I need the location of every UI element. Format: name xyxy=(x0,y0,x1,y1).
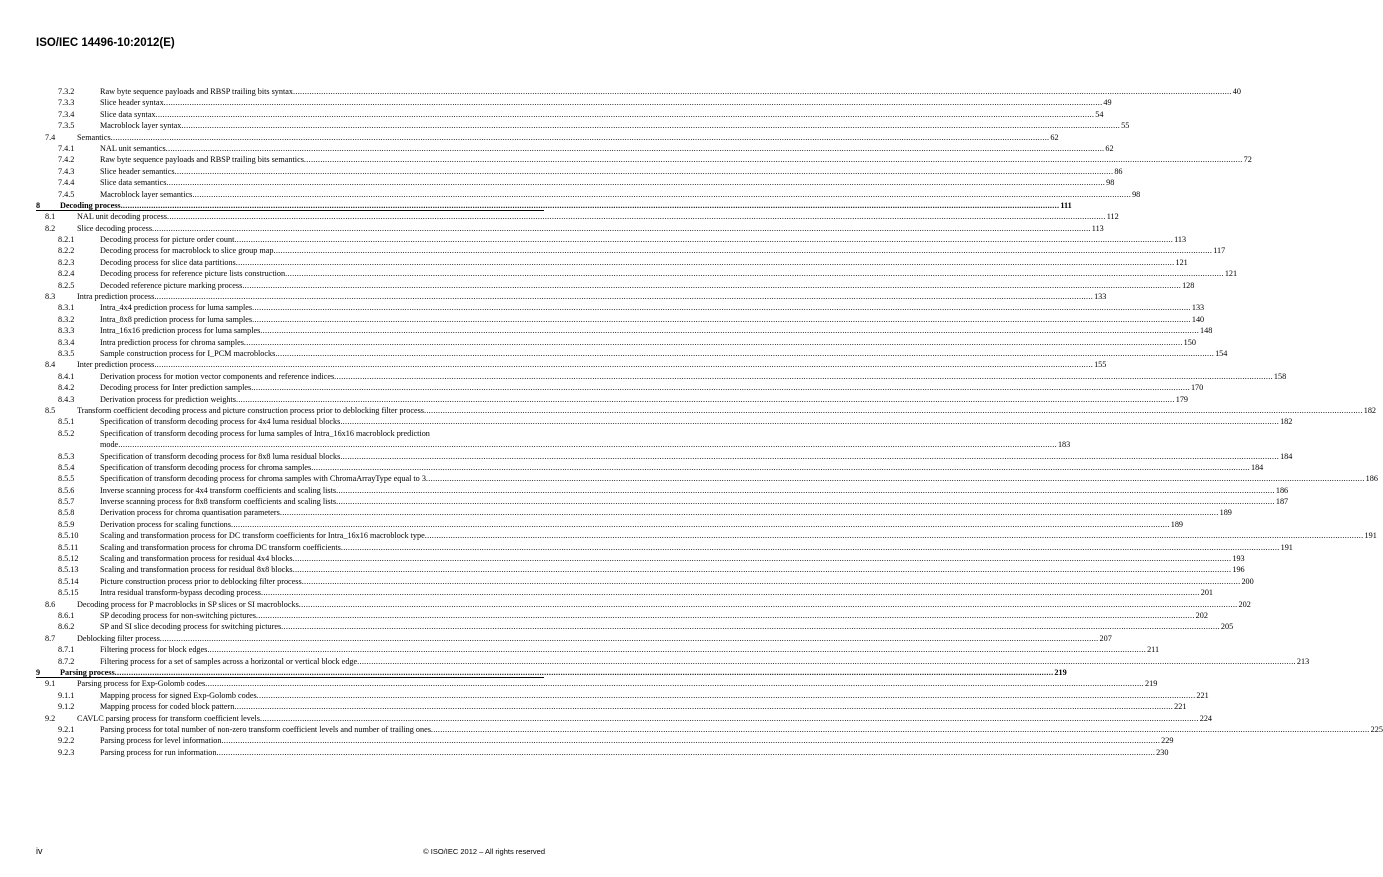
toc-entry-title: Parsing process for level information xyxy=(100,736,222,746)
dot-leader: ................................................................................................................................................................................................................................................................................................................................................................................................................ xyxy=(192,189,1132,199)
toc-entry[interactable] xyxy=(36,109,1104,120)
toc-entry-page: 186 xyxy=(1365,474,1378,484)
toc-entry-title: SP decoding process for non-switching pictures xyxy=(100,610,256,620)
toc-entry-page: 193 xyxy=(1232,554,1245,564)
toc-chapter-entry[interactable] xyxy=(36,667,1067,678)
dot-leader: ................................................................................................................................................................................................................................................................................................................................................................................................................ xyxy=(275,348,1215,358)
dot-leader: ................................................................................................................................................................................................................................................................................................................................................................................................................ xyxy=(234,235,1174,245)
toc-entry-page: 148 xyxy=(1200,326,1213,336)
toc-entry-page: 158 xyxy=(1273,371,1287,381)
toc-entry[interactable] xyxy=(36,621,1234,632)
toc-entry-title: Intra residual transform-bypass decoding process xyxy=(100,588,261,598)
toc-entry-number: 8.5.7 xyxy=(58,497,75,507)
toc-entry-number: 7.3.4 xyxy=(58,109,75,119)
toc-entry-title: Macroblock layer syntax xyxy=(100,121,182,131)
toc-entry[interactable] xyxy=(36,223,1104,234)
dot-leader: ................................................................................................................................................................................................................................................................................................................................................................................................................ xyxy=(292,554,1232,564)
dot-leader: ................................................................................................................................................................................................................................................................................................................................................................................................................ xyxy=(336,497,1275,507)
dot-leader: ................................................................................................................................................................................................................................................................................................................................................................................................................ xyxy=(235,394,1175,404)
toc-entry-number: 8.3.1 xyxy=(58,303,75,313)
toc-entry-title: Decoding process for macroblock to slice group map xyxy=(100,246,274,256)
dot-leader: ................................................................................................................................................................................................................................................................................................................................................................................................................ xyxy=(243,337,1183,347)
toc-entry-title: Transform coefficient decoding process and picture construction process prior to deblocking filter process xyxy=(77,405,424,415)
toc-entry-title: Raw byte sequence payloads and RBSP trailing bits semantics xyxy=(100,155,304,165)
toc-entry-title: Decoding process for slice data partitions xyxy=(100,257,236,267)
toc-entry[interactable] xyxy=(36,268,1238,279)
dot-leader: ................................................................................................................................................................................................................................................................................................................................................................................................................ xyxy=(303,155,1243,165)
toc-entry-page: 189 xyxy=(1170,519,1183,529)
toc-entry-title: Slice data semantics xyxy=(100,178,167,188)
toc-entry-page: 113 xyxy=(1091,223,1104,233)
toc-entry-number: 8.6.2 xyxy=(58,622,75,632)
toc-entry-page: 113 xyxy=(1174,235,1187,245)
dot-leader: ................................................................................................................................................................................................................................................................................................................................................................................................................ xyxy=(252,314,1191,324)
toc-entry-title: Slice header syntax xyxy=(100,98,164,108)
toc-entry[interactable] xyxy=(36,633,1112,644)
toc-entry-number: 8.5.6 xyxy=(58,485,75,495)
toc-entry-title-continued: mode xyxy=(100,440,119,450)
toc-entry-title: Slice header semantics xyxy=(100,166,175,176)
dot-leader: ................................................................................................................................................................................................................................................................................................................................................................................................................ xyxy=(166,212,1106,222)
toc-entry-title: Slice decoding process xyxy=(77,223,153,233)
toc-entry-number: 8.5.15 xyxy=(58,588,79,598)
toc-entry[interactable] xyxy=(36,713,1212,724)
toc-entry-page: 62 xyxy=(1050,132,1059,142)
toc-entry[interactable] xyxy=(36,610,1208,621)
toc-entry-number: 8.7 xyxy=(45,633,56,643)
toc-entry-page: 121 xyxy=(1175,257,1188,267)
toc-entry-page: 111 xyxy=(1060,200,1072,210)
toc-entry-number: 9.2 xyxy=(45,713,56,723)
toc-entry[interactable] xyxy=(36,325,1213,336)
toc-entry-number: 7.4.1 xyxy=(58,143,75,153)
dot-leader: ................................................................................................................................................................................................................................................................................................................................................................................................................ xyxy=(298,599,1238,609)
toc-entry[interactable] xyxy=(36,678,1158,689)
toc-entry[interactable] xyxy=(36,382,1204,393)
toc-entry-page: 183 xyxy=(1057,440,1071,450)
toc-entry-title: Sample construction process for I_PCM macroblocks xyxy=(100,348,276,358)
dot-leader: ................................................................................................................................................................................................................................................................................................................................................................................................................ xyxy=(281,622,1220,632)
toc-entry-number: 8.5.8 xyxy=(58,508,75,518)
toc-entry-number: 9.1.2 xyxy=(58,702,75,712)
toc-entry-page: 224 xyxy=(1199,713,1212,723)
toc-entry-number: 8.2.3 xyxy=(58,257,75,267)
toc-entry[interactable] xyxy=(36,211,1119,222)
toc-entry-number: 9.2.2 xyxy=(58,736,75,746)
page-number: iv xyxy=(36,846,43,856)
toc-entry-page: 98 xyxy=(1132,189,1141,199)
toc-entry-title: Inverse scanning process for 4x4 transform coefficients and scaling lists xyxy=(100,485,337,495)
toc-entry[interactable] xyxy=(36,314,1205,325)
toc-entry-title: Intra_4x4 prediction process for luma samples xyxy=(100,303,253,313)
toc-entry-page: 219 xyxy=(1145,679,1158,689)
dot-leader: ................................................................................................................................................................................................................................................................................................................................................................................................................ xyxy=(216,747,1156,757)
toc-entry[interactable] xyxy=(36,143,1114,154)
toc-entry-page: 205 xyxy=(1220,622,1234,632)
toc-entry-title: Specification of transform decoding process for 4x4 luma residual blocks xyxy=(100,417,341,427)
toc-entry-number: 8.3.2 xyxy=(58,314,75,324)
dot-leader: ................................................................................................................................................................................................................................................................................................................................................................................................................ xyxy=(424,531,1364,541)
toc-entry[interactable] xyxy=(36,177,1115,188)
toc-entry[interactable] xyxy=(36,348,1228,359)
toc-entry-title: Mapping process for signed Exp-Golomb codes xyxy=(100,690,257,700)
toc-entry-number: 8.3.4 xyxy=(58,337,75,347)
dot-leader: ................................................................................................................................................................................................................................................................................................................................................................................................................ xyxy=(234,702,1174,712)
toc-entry-page: 150 xyxy=(1183,337,1196,347)
toc-entry-page: 202 xyxy=(1195,610,1208,620)
toc-entry-number: 7.4 xyxy=(45,132,56,142)
toc-entry-title: Derivation process for scaling functions xyxy=(100,519,231,529)
dot-leader: ................................................................................................................................................................................................................................................................................................................................................................................................................ xyxy=(259,713,1199,723)
dot-leader: ................................................................................................................................................................................................................................................................................................................................................................................................................ xyxy=(293,87,1232,96)
toc-entry-title: Specification of transform decoding process for luma samples of Intra_16x16 macroblock prediction xyxy=(100,428,430,438)
toc-entry-page: 191 xyxy=(1280,542,1293,552)
toc-entry-title: Macroblock layer semantics xyxy=(100,189,193,199)
toc-entry[interactable] xyxy=(36,576,1254,587)
dot-leader: ................................................................................................................................................................................................................................................................................................................................................................................................................ xyxy=(120,200,1060,210)
toc-entry-number: 7.4.2 xyxy=(58,155,75,165)
toc-entry-title: Deblocking filter process xyxy=(77,633,160,643)
toc-entry-title: Scaling and transformation process for DC transform coefficients for Intra_16x16 macroblock type xyxy=(100,531,425,541)
toc-entry-number: 7.4.4 xyxy=(58,178,75,188)
toc-entry-number: 8.7.1 xyxy=(58,645,75,655)
toc-entry-title: Scaling and transformation process for residual 4x4 blocks xyxy=(100,554,293,564)
toc-entry[interactable] xyxy=(36,530,1377,541)
dot-leader: ................................................................................................................................................................................................................................................................................................................................................................................................................ xyxy=(118,440,1057,450)
toc-entry[interactable] xyxy=(36,97,1112,108)
toc-entry-number: 7.3.5 xyxy=(58,121,75,131)
toc-entry-number: 8 xyxy=(36,200,41,210)
toc-entry[interactable] xyxy=(36,644,1160,655)
toc-chapter-entry[interactable] xyxy=(36,200,1072,211)
toc-entry-title: Filtering process for a set of samples across a horizontal or vertical block edge xyxy=(100,656,358,666)
toc-entry-page: 230 xyxy=(1156,747,1169,757)
toc-entry[interactable] xyxy=(36,405,1376,416)
toc-entry-number: 9.1.1 xyxy=(58,690,75,700)
toc-entry-number: 8.5.3 xyxy=(58,451,75,461)
toc-entry-title: Inter prediction process xyxy=(77,360,155,370)
toc-entry-number: 8.2.4 xyxy=(58,269,75,279)
toc-entry-title: Picture construction process prior to deblocking filter process xyxy=(100,576,302,586)
toc-entry[interactable] xyxy=(36,496,1289,507)
dot-leader: ................................................................................................................................................................................................................................................................................................................................................................................................................ xyxy=(242,280,1182,290)
document-header: ISO/IEC 14496-10:2012(E) xyxy=(36,37,175,49)
toc-entry-page: 62 xyxy=(1105,143,1114,153)
toc-entry-page: 133 xyxy=(1191,303,1205,313)
toc-entry[interactable] xyxy=(36,189,1141,200)
toc-entry-number: 8.4.2 xyxy=(58,383,75,393)
toc-entry-number: 8.3 xyxy=(45,292,56,302)
toc-entry[interactable] xyxy=(36,234,1187,245)
toc-entry-page: 184 xyxy=(1280,451,1293,461)
toc-entry-title: Raw byte sequence payloads and RBSP trailing bits syntax xyxy=(100,87,293,96)
toc-entry[interactable] xyxy=(36,359,1107,370)
toc-entry[interactable] xyxy=(36,462,1264,473)
toc-entry-number: 9.2.1 xyxy=(58,724,75,734)
dot-leader: ................................................................................................................................................................................................................................................................................................................................................................................................................ xyxy=(252,303,1191,313)
toc-entry-number: 8.5.13 xyxy=(58,565,79,575)
toc-entry-number: 8.5.9 xyxy=(58,519,75,529)
toc-entry-page: 187 xyxy=(1275,497,1289,507)
toc-entry-page: 170 xyxy=(1190,383,1204,393)
toc-entry-title: Parsing process for run information xyxy=(100,747,217,757)
toc-entry-number: 8.6.1 xyxy=(58,610,75,620)
toc-entry-page: 191 xyxy=(1364,531,1377,541)
dot-leader: ................................................................................................................................................................................................................................................................................................................................................................................................................ xyxy=(114,667,1054,677)
toc-entry[interactable] xyxy=(36,132,1059,143)
dot-leader: ................................................................................................................................................................................................................................................................................................................................................................................................................ xyxy=(255,610,1195,620)
toc-entry-title: Intra prediction process for chroma samples xyxy=(100,337,244,347)
toc-entry[interactable] xyxy=(36,257,1188,268)
toc-entry[interactable] xyxy=(36,599,1251,610)
toc-entry-title: Parsing process for total number of non-zero transform coefficient levels and number of trailing ones xyxy=(100,724,431,734)
toc-entry-title: Intra_16x16 prediction process for luma samples xyxy=(100,326,261,336)
toc-entry[interactable] xyxy=(36,166,1123,177)
toc-entry-number: 8.3.5 xyxy=(58,348,75,358)
toc-entry-number: 9.1 xyxy=(45,679,56,689)
toc-entry-page: 54 xyxy=(1095,109,1104,119)
toc-entry-page: 200 xyxy=(1241,576,1254,586)
dot-leader: ................................................................................................................................................................................................................................................................................................................................................................................................................ xyxy=(260,326,1200,336)
toc-entry-number: 8.5.12 xyxy=(58,554,79,564)
dot-leader: ................................................................................................................................................................................................................................................................................................................................................................................................................ xyxy=(423,405,1363,415)
toc-entry-page: 182 xyxy=(1280,417,1293,427)
dot-leader: ................................................................................................................................................................................................................................................................................................................................................................................................................ xyxy=(311,462,1250,472)
dot-leader: ................................................................................................................................................................................................................................................................................................................................................................................................................ xyxy=(279,508,1219,518)
toc-entry-page: 98 xyxy=(1106,178,1115,188)
toc-entry-page: 55 xyxy=(1121,121,1130,131)
toc-entry-title: Parsing process for Exp-Golomb codes xyxy=(77,679,206,689)
toc-entry-page: 202 xyxy=(1238,599,1251,609)
toc-entry-page: 155 xyxy=(1094,360,1107,370)
toc-entry-number: 7.3.3 xyxy=(58,98,75,108)
toc-entry-page: 128 xyxy=(1182,280,1195,290)
toc-entry-page: 186 xyxy=(1275,485,1289,495)
toc-entry-page: 86 xyxy=(1114,166,1123,176)
toc-entry-page: 112 xyxy=(1106,212,1119,222)
toc-entry-number: 7.3.2 xyxy=(58,87,75,96)
dot-leader: ................................................................................................................................................................................................................................................................................................................................................................................................................ xyxy=(235,257,1175,267)
toc-entry-number: 8.2.5 xyxy=(58,280,75,290)
dot-leader: ................................................................................................................................................................................................................................................................................................................................................................................................................ xyxy=(260,588,1200,598)
dot-leader: ................................................................................................................................................................................................................................................................................................................................................................................................................ xyxy=(152,223,1091,233)
toc-entry[interactable] xyxy=(36,154,1252,165)
toc-entry[interactable] xyxy=(36,485,1289,496)
toc-entry-number: 8.4 xyxy=(45,360,56,370)
toc-entry-title: Mapping process for coded block pattern xyxy=(100,702,235,712)
toc-entry[interactable] xyxy=(36,564,1245,575)
dot-leader: ................................................................................................................................................................................................................................................................................................................................................................................................................ xyxy=(251,383,1190,393)
toc-entry-page: 40 xyxy=(1232,87,1241,96)
toc-entry-title: Decoding process for Inter prediction samples xyxy=(100,383,252,393)
toc-entry-title: Intra prediction process xyxy=(77,292,155,302)
toc-entry-title: Decoding process for P macroblocks in SP slices or SI macroblocks xyxy=(77,599,299,609)
toc-entry-number: 8.5.4 xyxy=(58,462,75,472)
toc-entry-number: 7.4.3 xyxy=(58,166,75,176)
toc-entry[interactable] xyxy=(36,542,1293,553)
dot-leader: ................................................................................................................................................................................................................................................................................................................................................................................................................ xyxy=(357,656,1296,666)
toc-entry-number: 8.4.3 xyxy=(58,394,75,404)
toc-entry-title: Decoding process for reference picture lists construction xyxy=(100,269,286,279)
toc-entry-number: 8.5 xyxy=(45,405,56,415)
toc-entry-page: 117 xyxy=(1213,246,1226,256)
dot-leader: ................................................................................................................................................................................................................................................................................................................................................................................................................ xyxy=(181,121,1121,131)
toc-entry-page: 133 xyxy=(1094,292,1107,302)
table-of-contents xyxy=(36,86,1383,758)
toc-entry-page: 207 xyxy=(1099,633,1112,643)
toc-entry[interactable] xyxy=(36,428,1071,451)
dot-leader: ................................................................................................................................................................................................................................................................................................................................................................................................................ xyxy=(340,417,1280,427)
toc-entry-page: 219 xyxy=(1054,667,1067,677)
toc-entry-page: 221 xyxy=(1196,690,1209,700)
toc-entry-number: 8.2.2 xyxy=(58,246,75,256)
toc-entry-page: 213 xyxy=(1296,656,1310,666)
toc-entry-title: NAL unit semantics xyxy=(100,143,166,153)
toc-entry-number: 8.3.3 xyxy=(58,326,75,336)
toc-entry-page: 72 xyxy=(1243,155,1252,165)
toc-entry-page: 229 xyxy=(1161,736,1174,746)
toc-entry-page: 225 xyxy=(1370,724,1383,734)
toc-entry-title: CAVLC parsing process for transform coefficient levels xyxy=(77,713,260,723)
toc-entry-title: Intra_8x8 prediction process for luma samples xyxy=(100,314,253,324)
toc-entry-page: 154 xyxy=(1215,348,1228,358)
toc-entry[interactable] xyxy=(36,553,1245,564)
toc-entry-number: 8.5.11 xyxy=(58,542,79,552)
toc-entry[interactable] xyxy=(36,302,1205,313)
toc-entry-title: Scaling and transformation process for chroma DC transform coefficients xyxy=(100,542,341,552)
toc-entry[interactable] xyxy=(36,747,1169,758)
dot-leader: ................................................................................................................................................................................................................................................................................................................................................................................................................ xyxy=(340,451,1280,461)
dot-leader: ................................................................................................................................................................................................................................................................................................................................................................................................................ xyxy=(166,178,1106,188)
toc-entry-number: 8.5.2 xyxy=(58,428,75,438)
toc-entry[interactable] xyxy=(36,519,1183,530)
dot-leader: ................................................................................................................................................................................................................................................................................................................................................................................................................ xyxy=(207,645,1147,655)
toc-entry-title: Semantics xyxy=(77,132,111,142)
toc-entry[interactable] xyxy=(36,724,1383,735)
dot-leader: ................................................................................................................................................................................................................................................................................................................................................................................................................ xyxy=(155,109,1095,119)
toc-entry-title: Parsing process xyxy=(60,667,115,677)
toc-entry-title: Specification of transform decoding process for chroma samples xyxy=(100,462,312,472)
toc-entry[interactable] xyxy=(36,120,1130,131)
toc-entry-number: 8.4.1 xyxy=(58,371,75,381)
toc-entry-number: 8.5.14 xyxy=(58,576,79,586)
toc-entry-number: 8.1 xyxy=(45,212,56,222)
toc-entry[interactable] xyxy=(36,291,1107,302)
toc-entry-page: 211 xyxy=(1147,645,1160,655)
toc-entry[interactable] xyxy=(36,86,1241,97)
toc-entry-title: Specification of transform decoding process for chroma samples with ChromaArrayType equal to 3 xyxy=(100,474,426,484)
dot-leader: ................................................................................................................................................................................................................................................................................................................................................................................................................ xyxy=(292,565,1232,575)
toc-entry-page: 189 xyxy=(1219,508,1232,518)
toc-entry-page: 201 xyxy=(1200,588,1214,598)
toc-entry-number: 8.5.5 xyxy=(58,474,75,484)
toc-entry-title: Specification of transform decoding process for 8x8 luma residual blocks xyxy=(100,451,341,461)
toc-entry[interactable] xyxy=(36,451,1293,462)
toc-entry-number: 8.7.2 xyxy=(58,656,75,666)
toc-entry-page: 121 xyxy=(1224,269,1238,279)
toc-entry-page: 196 xyxy=(1232,565,1245,575)
toc-entry-page: 49 xyxy=(1103,98,1112,108)
toc-entry-page: 140 xyxy=(1191,314,1205,324)
toc-entry-page: 179 xyxy=(1175,394,1188,404)
toc-entry-number: 8.6 xyxy=(45,599,56,609)
dot-leader: ................................................................................................................................................................................................................................................................................................................................................................................................................ xyxy=(230,519,1170,529)
toc-entry-title: Decoding process for picture order count xyxy=(100,235,235,245)
toc-entry-number: 8.5.10 xyxy=(58,531,79,541)
toc-entry[interactable] xyxy=(36,701,1187,712)
dot-leader: ................................................................................................................................................................................................................................................................................................................................................................................................................ xyxy=(425,474,1365,484)
toc-entry[interactable] xyxy=(36,371,1287,382)
toc-entry[interactable] xyxy=(36,245,1226,256)
toc-entry-title: Derivation process for motion vector components and reference indices xyxy=(100,371,335,381)
toc-entry-title: Inverse scanning process for 8x8 transform coefficients and scaling lists xyxy=(100,497,337,507)
dot-leader: ................................................................................................................................................................................................................................................................................................................................................................................................................ xyxy=(159,633,1099,643)
toc-entry-title: Derivation process for prediction weights xyxy=(100,394,236,404)
toc-entry-title: Decoding process xyxy=(60,200,121,210)
toc-entry[interactable] xyxy=(36,690,1209,701)
dot-leader: ................................................................................................................................................................................................................................................................................................................................................................................................................ xyxy=(301,576,1241,586)
dot-leader: ................................................................................................................................................................................................................................................................................................................................................................................................................ xyxy=(285,269,1224,279)
toc-entry-title: Filtering process for block edges xyxy=(100,645,208,655)
toc-entry[interactable] xyxy=(36,587,1214,598)
dot-leader: ................................................................................................................................................................................................................................................................................................................................................................................................................ xyxy=(154,360,1094,370)
toc-entry-number: 8.2.1 xyxy=(58,235,75,245)
toc-entry-title: Scaling and transformation process for residual 8x8 blocks xyxy=(100,565,293,575)
toc-entry-title: Derivation process for chroma quantisation parameters xyxy=(100,508,280,518)
dot-leader: ................................................................................................................................................................................................................................................................................................................................................................................................................ xyxy=(163,98,1103,108)
toc-entry-title: Decoded reference picture marking process xyxy=(100,280,243,290)
dot-leader: ................................................................................................................................................................................................................................................................................................................................................................................................................ xyxy=(273,246,1213,256)
toc-entry-number: 9 xyxy=(36,667,41,677)
toc-entry[interactable] xyxy=(36,280,1195,291)
dot-leader: ................................................................................................................................................................................................................................................................................................................................................................................................................ xyxy=(430,724,1370,734)
dot-leader: ................................................................................................................................................................................................................................................................................................................................................................................................................ xyxy=(336,485,1275,495)
toc-entry-title: NAL unit decoding process xyxy=(77,212,167,222)
toc-entry-page: 184 xyxy=(1250,462,1264,472)
dot-leader: ................................................................................................................................................................................................................................................................................................................................................................................................................ xyxy=(221,736,1161,746)
dot-leader: ................................................................................................................................................................................................................................................................................................................................................................................................................ xyxy=(174,166,1114,176)
toc-entry-page: 221 xyxy=(1174,702,1187,712)
dot-leader: ................................................................................................................................................................................................................................................................................................................................................................................................................ xyxy=(340,542,1280,552)
toc-entry-number: 8.5.1 xyxy=(58,417,75,427)
toc-entry-title: SP and SI slice decoding process for switching pictures xyxy=(100,622,282,632)
dot-leader: ................................................................................................................................................................................................................................................................................................................................................................................................................ xyxy=(165,143,1105,153)
toc-entry[interactable] xyxy=(36,337,1196,348)
toc-entry-number: 7.4.5 xyxy=(58,189,75,199)
toc-entry[interactable] xyxy=(36,507,1232,518)
toc-entry[interactable] xyxy=(36,473,1378,484)
toc-entry[interactable] xyxy=(36,656,1310,667)
toc-entry[interactable] xyxy=(36,735,1174,746)
dot-leader: ................................................................................................................................................................................................................................................................................................................................................................................................................ xyxy=(110,132,1050,142)
toc-entry-title: Slice data syntax xyxy=(100,109,156,119)
dot-leader: ................................................................................................................................................................................................................................................................................................................................................................................................................ xyxy=(334,371,1273,381)
copyright-notice: © ISO/IEC 2012 – All rights reserved xyxy=(423,847,545,856)
dot-leader: ................................................................................................................................................................................................................................................................................................................................................................................................................ xyxy=(205,679,1144,689)
toc-entry[interactable] xyxy=(36,416,1293,427)
toc-entry-number: 9.2.3 xyxy=(58,747,75,757)
dot-leader: ................................................................................................................................................................................................................................................................................................................................................................................................................ xyxy=(256,690,1196,700)
toc-entry-number: 8.2 xyxy=(45,223,56,233)
toc-entry-page: 182 xyxy=(1363,405,1376,415)
dot-leader: ................................................................................................................................................................................................................................................................................................................................................................................................................ xyxy=(154,292,1094,302)
toc-entry[interactable] xyxy=(36,394,1188,405)
